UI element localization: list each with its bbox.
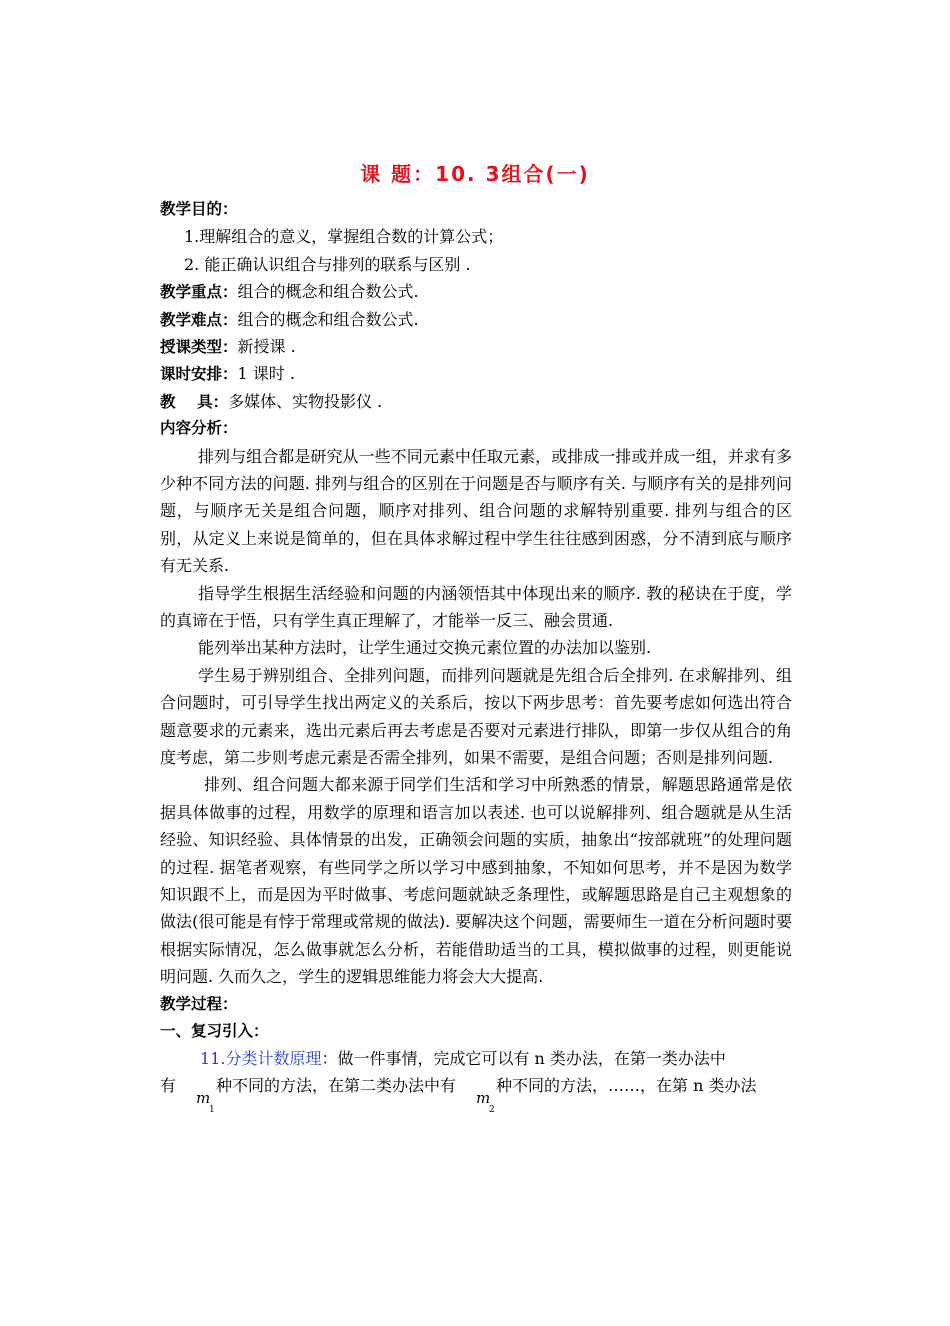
tools-row: [160, 388, 792, 415]
section-1-heading: 一、复习引入：: [160, 1022, 269, 1041]
analysis-paragraph-4: 学生易于辨别组合、全排列问题，而排列问题就是先组合后全排列. 在求解排列、组合问题时，可引导学生找出两定义的关系后，按以下两步思考：首先要考虑如何选出符合题意要求的元素来，选出元素后再去考虑是否要对元素进行排队，即第一步仅从组合的角度考虑，第二步则考虑元素是否需全排列，如果不需要，是组合问题；否则是排列问题.: [160, 665, 792, 767]
principle-line-2: [160, 1073, 792, 1115]
tools-value: 多媒体、实物投影仪 .: [228, 391, 383, 411]
content-body: [160, 196, 792, 1115]
line2-part-b: 种不同的方法，在第二类办法中有: [216, 1075, 457, 1095]
principle-text: ：做一件事情，完成它可以有 n 类办法，在第一类办法中: [321, 1049, 726, 1069]
analysis-paragraph-5: 排列、组合问题大都来源于同学们生活和学习中所熟悉的情景，解题思路通常是依据具体做事的过程，用数学的原理和语言加以表述. 也可以说解排列、组合题就是从生活经验、知识经验、具体情景的出发，正确领会问题的实质，抽象出“按部就班”的处理问题的过程. 据笔者观察，有些同学之所以学习中感到抽象，不知如何思考，并不是因为数学知识跟不上，而是因为平时做事、考虑问题就缺乏条理性，或解题思路是自己主观想象的做法(很可能是有悖于常理或常规的做法). 要解决这个问题，需要师生一道在分析问题时要根据实际情况，怎么做事就怎么分析，若能借助适当的工具，模拟做事的过程，则更能说明问题. 久而久之，学生的逻辑思维能力将会大大提高.: [160, 775, 792, 987]
hours-label: 课时安排：: [160, 365, 238, 384]
lesson-type-row: [160, 333, 792, 360]
m2-subscript: 2: [489, 1104, 495, 1115]
m2-variable: [456, 1073, 496, 1115]
key-point-label: 教学重点：: [160, 283, 238, 302]
key-point-row: [160, 278, 792, 305]
objective-item-1: 1.理解组合的意义，掌握组合数的计算公式；: [184, 227, 504, 247]
tools-label: 教 具：: [160, 392, 229, 411]
analysis-paragraph-3: 能列举出某种方法时，让学生通过交换元素位置的办法加以鉴别.: [198, 638, 652, 658]
hours-row: [160, 360, 792, 387]
m2-letter: m: [476, 1088, 491, 1107]
line2-part-c: 种不同的方法，……，在第 n 类办法: [496, 1075, 757, 1095]
process-heading: 教学过程：: [160, 994, 238, 1013]
m1-letter: m: [196, 1088, 211, 1107]
objective-item-2: 2. 能正确认识组合与排列的联系与区别 .: [184, 254, 471, 274]
analysis-paragraph-1: 排列与组合都是研究从一些不同元素中任取元素，或排成一排或并成一组，并求有多少种不同方法的问题. 排列与组合的区别在于问题是否与顺序有关. 与顺序有关的是排列问题，与顺序无关是组合问题，顺序对排列、组合问题的求解特别重要. 排列与组合的区别，从定义上来说是简单的，但在具体求解过程中学生往往感到困惑，分不清到底与顺序有无关系.: [160, 446, 792, 576]
lesson-type-label: 授课类型：: [160, 337, 238, 356]
m1-variable: [176, 1073, 216, 1115]
analysis-paragraph-2: 指导学生根据生活经验和问题的内涵领悟其中体现出来的顺序. 教的秘诀在于度，学的真谛在于悟，只有学生真正理解了，才能举一反三、融会贯通.: [160, 583, 792, 630]
page-title: 课 题：10. 3组合(一): [360, 162, 590, 186]
difficulty-value: 组合的概念和组合数公式.: [237, 309, 419, 329]
objective-heading: 教学目的：: [160, 200, 238, 218]
hours-value: 1 课时 .: [237, 364, 295, 384]
principle-label: 11.分类计数原理: [200, 1049, 322, 1069]
analysis-heading: 内容分析：: [160, 419, 238, 438]
difficulty-row: [160, 306, 792, 333]
key-point-value: 组合的概念和组合数公式.: [237, 282, 419, 302]
difficulty-label: 教学难点：: [160, 310, 238, 329]
m1-subscript: 1: [209, 1104, 215, 1115]
lesson-type-value: 新授课 .: [237, 336, 296, 356]
line2-part-a: 有: [160, 1075, 177, 1095]
principle-line: [160, 1045, 792, 1072]
